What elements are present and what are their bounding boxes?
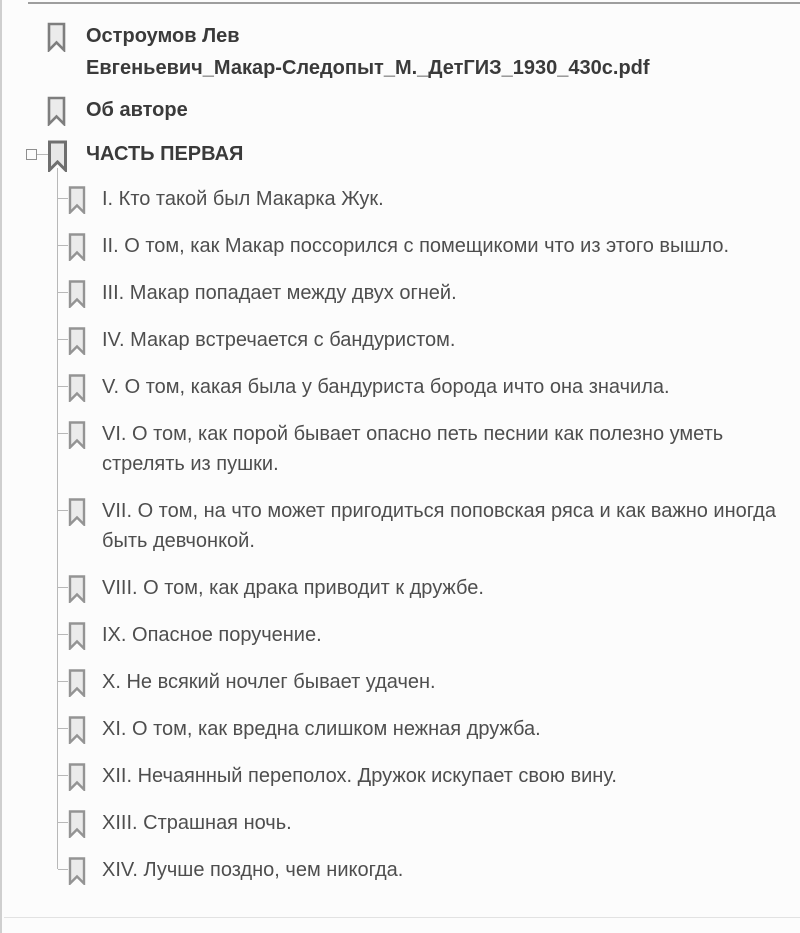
bookmark-icon <box>46 22 67 52</box>
bookmark-icon <box>67 763 87 791</box>
bookmark-label: IX. Опасное поручение. <box>102 624 322 646</box>
bookmark-label: XII. Нечаянный переполох. Дружок искупает свою вину. <box>102 765 617 787</box>
bookmark-label: XI. О том, как вредна слишком нежная дружба. <box>102 718 541 740</box>
bookmark-icon <box>67 374 87 402</box>
bookmark-label: XIII. Страшная ночь. <box>102 812 292 834</box>
bookmark-item-chapter-12[interactable] <box>2 761 800 808</box>
bookmark-label: II. О том, как Макар поссорился с помещикоми что из этого вышло. <box>102 235 730 257</box>
bookmark-item-chapter-5[interactable] <box>2 372 800 419</box>
bookmark-item-chapter-9[interactable] <box>2 620 800 667</box>
bookmark-label: III. Макар попадает между двух огней. <box>102 282 457 304</box>
bookmark-label: VIII. О том, как драка приводит к дружбе. <box>102 577 484 599</box>
panel-top-border <box>28 2 800 4</box>
bookmark-icon <box>46 96 67 126</box>
part1-children <box>2 184 800 902</box>
bookmark-icon <box>67 669 87 697</box>
bookmark-item-chapter-10[interactable] <box>2 667 800 714</box>
bookmark-label: XIV. Лучше поздно, чем никогда. <box>102 859 404 881</box>
bookmark-label: IV. Макар встречается с бандуристом. <box>102 329 456 351</box>
bookmark-icon <box>67 716 87 744</box>
bookmark-item-chapter-1[interactable] <box>2 184 800 231</box>
bookmark-label: Об авторе <box>86 99 188 121</box>
bookmark-label <box>86 20 746 84</box>
bookmark-icon <box>67 421 87 449</box>
document-title-line2: Евгеньевич_Макар-Следопыт_М._ДетГИЗ_1930_430с.pdf <box>86 57 650 79</box>
bookmark-icon <box>67 233 87 261</box>
bookmark-icon <box>67 622 87 650</box>
bookmark-icon <box>67 327 87 355</box>
bookmark-item-part1[interactable] <box>2 138 800 170</box>
document-title-line1: Остроумов Лев <box>86 25 240 47</box>
bookmark-icon <box>67 498 87 526</box>
bookmark-item-chapter-11[interactable] <box>2 714 800 761</box>
bookmark-icon <box>46 140 69 172</box>
bookmark-item-about[interactable] <box>2 94 800 126</box>
bookmark-label: VI. О том, как порой бывает опасно петь песнии как полезно уметь стрелять из пушки. <box>102 423 724 475</box>
bookmark-icon <box>67 575 87 603</box>
bookmark-item-chapter-6[interactable] <box>2 419 800 496</box>
bookmark-label: V. О том, какая была у бандуриста борода ичто она значила. <box>102 376 670 398</box>
bookmark-item-chapter-4[interactable] <box>2 325 800 372</box>
bookmark-label: ЧАСТЬ ПЕРВАЯ <box>86 143 244 165</box>
bookmark-item-chapter-14[interactable] <box>2 855 800 902</box>
bookmark-item-chapter-13[interactable] <box>2 808 800 855</box>
collapse-expander-icon[interactable] <box>26 149 37 160</box>
bookmark-item-chapter-2[interactable] <box>2 231 800 278</box>
bookmark-icon <box>67 186 87 214</box>
bookmark-icon <box>67 280 87 308</box>
bookmark-item-chapter-3[interactable] <box>2 278 800 325</box>
bookmark-item-document[interactable] <box>2 20 800 84</box>
bookmark-icon <box>67 810 87 838</box>
bookmark-item-chapter-7[interactable] <box>2 496 800 573</box>
bookmark-item-chapter-8[interactable] <box>2 573 800 620</box>
bookmark-label: I. Кто такой был Макарка Жук. <box>102 188 384 210</box>
bookmark-icon <box>67 857 87 885</box>
panel-bottom-separator <box>4 917 800 918</box>
bookmark-label: VII. О том, на что может пригодиться поповская ряса и как важно иногда быть девчонкой. <box>102 500 776 552</box>
bookmark-label: X. Не всякий ночлег бывает удачен. <box>102 671 436 693</box>
